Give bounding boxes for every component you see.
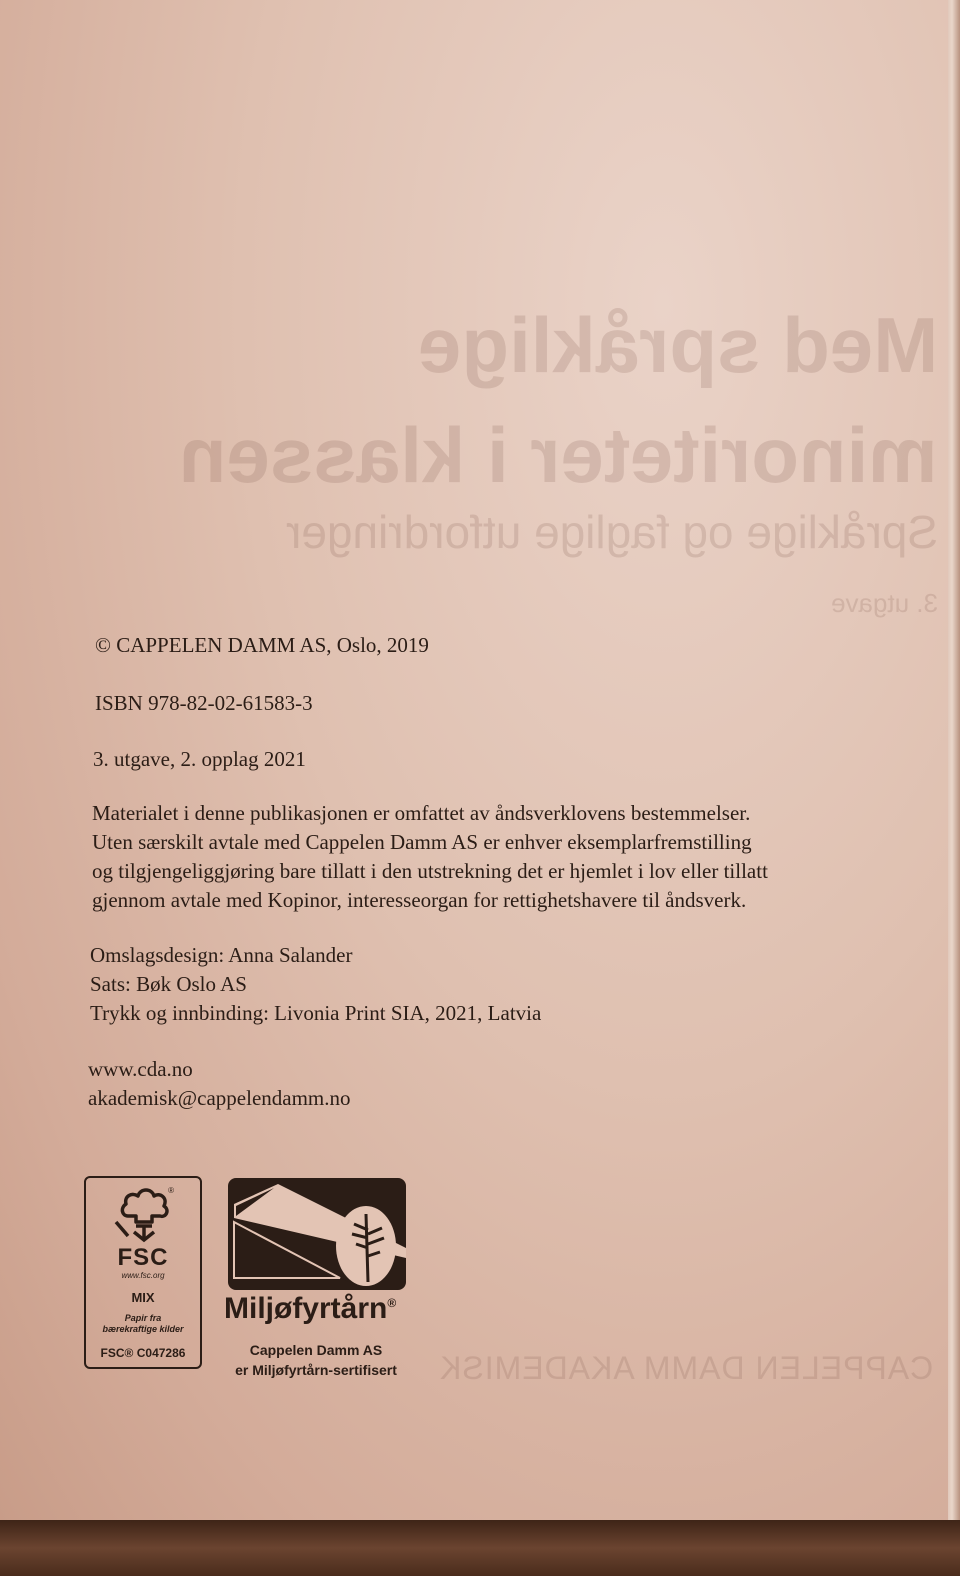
contact-info [88, 1055, 351, 1113]
fsc-registered-mark: ® [168, 1186, 174, 1195]
cover-design-credit: Omslagsdesign: Anna Salander [90, 943, 353, 967]
fsc-url: www.fsc.org [121, 1271, 165, 1280]
copyright-notice: © CAPPELEN DAMM AS, Oslo, 2019 [95, 633, 429, 657]
miljofyrtarn-caption-line: er Miljøfyrtårn-sertifisert [235, 1362, 397, 1378]
fsc-source-line: bærekraftige kilder [102, 1324, 184, 1334]
miljofyrtarn-registered-mark: ® [387, 1296, 397, 1310]
email: akademisk@cappelendamm.no [88, 1086, 351, 1110]
typesetting-credit: Sats: Bøk Oslo AS [90, 972, 247, 996]
fsc-source-line: Papir fra [124, 1313, 162, 1323]
table-surface [0, 1520, 960, 1576]
fsc-source-text [86, 1313, 200, 1335]
show-through-edition: 3. utgave [831, 588, 938, 618]
lighthouse-icon [228, 1178, 406, 1290]
legal-notice [92, 799, 768, 915]
show-through-title-line-2: minoriteter i klassen [179, 411, 938, 499]
show-through-subtitle: Språklige og faglige utfordringer [285, 506, 938, 558]
miljofyrtarn-name: Miljøfyrtårn [224, 1292, 388, 1325]
miljofyrtarn-caption [226, 1340, 406, 1380]
legal-line: og tilgjengeliggjøring bare tillatt i den utstrekning det er hjemlet i lov eller tillatt [92, 859, 768, 883]
miljofyrtarn-caption-line: Cappelen Damm AS [249, 1342, 383, 1358]
fsc-license-code: FSC® C047286 [100, 1346, 186, 1360]
isbn: ISBN 978-82-02-61583-3 [95, 691, 313, 715]
edition-info: 3. utgave, 2. opplag 2021 [93, 747, 306, 771]
fsc-name: FSC [117, 1244, 169, 1271]
show-through-title-line-1: Med språklige [417, 301, 938, 389]
fsc-logo [84, 1176, 202, 1369]
show-through-publisher: CAPPELEN DAMM AKADEMISK [438, 1350, 933, 1386]
credits [90, 941, 541, 1028]
miljofyrtarn-logo-text [224, 1292, 396, 1326]
fsc-mix-label: MIX [131, 1290, 155, 1305]
printing-credit: Trykk og innbinding: Livonia Print SIA, 2021, Latvia [90, 1001, 542, 1025]
legal-line: Materialet i denne publikasjonen er omfattet av åndsverklovens bestemmelser. [92, 801, 751, 825]
website: www.cda.no [88, 1057, 193, 1081]
legal-line: gjennom avtale med Kopinor, interesseorgan for rettighetshavere til åndsverk. [92, 888, 747, 912]
fsc-tree-icon [106, 1186, 182, 1246]
legal-line: Uten særskilt avtale med Cappelen Damm AS er enhver eksemplarfremstilling [92, 830, 752, 854]
